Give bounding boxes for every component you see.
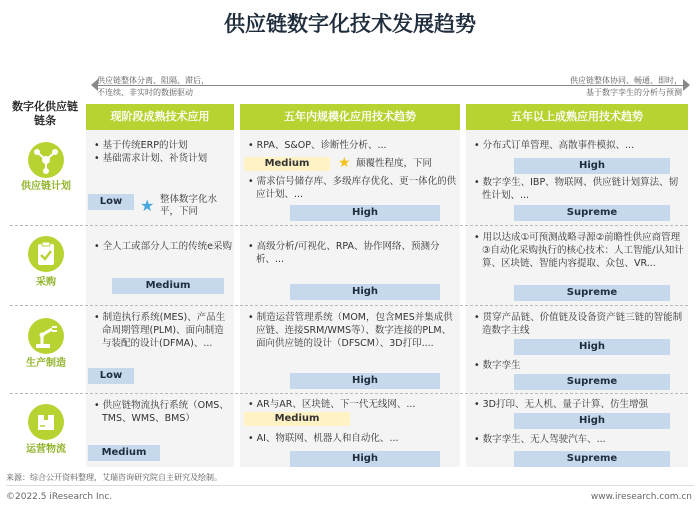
row-divider <box>10 305 688 306</box>
plan-current-list <box>92 139 232 165</box>
proc-5yr-level-badge: High <box>290 284 440 300</box>
list-item: • 基于传统ERP的计划 <box>102 139 232 152</box>
footer-divider <box>6 485 694 486</box>
range-left-line1: 供应链整体分离、阻隔、滞后， <box>97 76 209 85</box>
proc-5yr-list <box>246 240 458 266</box>
log-current-level-badge: Medium <box>88 445 160 461</box>
log-5yr-list1 <box>246 398 458 411</box>
list-item: • 用以达成①可预测战略寻源②前瞻性供应商管理③自动化采购执行的核心技术：人工智能/认知计算、区块链、智能内容提取、众包、VR... <box>482 231 684 270</box>
arrow-right-icon <box>683 79 690 91</box>
log-5yr-level1-badge: Medium <box>244 412 350 426</box>
log-current-list <box>92 399 232 425</box>
list-item: • 制造运营管理系统（MOM，包含MES并集成供应链、连接SRM/WMS等）、数字连接的PLM、面向供应链的设计（DFSCM）、3D打印.... <box>256 311 458 350</box>
star-icon: ★ <box>140 196 155 215</box>
mfg-current-level-badge: Low <box>88 368 134 384</box>
robot-arm-icon <box>28 318 64 354</box>
row-label-procurement: 采购 <box>36 277 56 288</box>
list-item: • 贯穿产品链、价值链及设备资产链三链的智能制造数字主线 <box>482 311 684 337</box>
plan-5yrplus-level2-badge: Supreme <box>514 205 670 221</box>
list-item: • RPA、S&OP、诊断性分析、... <box>256 139 458 152</box>
mfg-5yrplus-list2 <box>472 359 684 372</box>
row-label-logistics: 运营物流 <box>26 444 66 455</box>
star-icon: ★ <box>338 155 351 171</box>
range-right-line1: 供应链整体协同、畅通、即时， <box>570 76 682 85</box>
plan-5yr-list1 <box>246 139 458 152</box>
proc-current-list <box>92 240 232 253</box>
log-5yrplus-level1-badge: High <box>514 413 670 429</box>
row-label-plan: 供应链计划 <box>21 181 71 192</box>
list-item: • 数字孪生、IBP、物联网、供应链计划算法、韧性计划、... <box>482 176 684 202</box>
copyright: ©2022.5 iResearch Inc. <box>6 492 113 502</box>
list-item: • 基础需求计划、补货计划 <box>102 152 232 165</box>
plan-current-note: 整体数字化水平，下同 <box>160 194 218 217</box>
plan-5yr-level2-badge: High <box>290 205 440 221</box>
mfg-current-list <box>92 311 232 350</box>
proc-5yrplus-level-badge: Supreme <box>514 285 670 301</box>
list-item: • AI、物联网、机器人和自动化、... <box>256 432 458 445</box>
mfg-5yr-level-badge: High <box>290 373 440 389</box>
list-item: • 3D打印、无人机、量子计算、仿生增强 <box>482 398 684 411</box>
row-label-manufacturing: 生产制造 <box>26 358 66 369</box>
plan-5yrplus-list2 <box>472 176 684 202</box>
list-item: • 全人工或部分人工的传统e采购 <box>102 240 232 253</box>
list-item: • 供应链物流执行系统（OMS、TMS、WMS、BMS） <box>102 399 232 425</box>
list-item: • 高级分析/可视化、RPA、协作网络、预测分析、... <box>256 240 458 266</box>
column-header-5yr: 五年内规模化应用技术趋势 <box>240 104 460 130</box>
mfg-5yrplus-list1 <box>472 311 684 337</box>
range-right-line2: 基于数字孪生的分析与预测 <box>586 88 682 97</box>
log-5yrplus-list2 <box>472 433 684 446</box>
proc-current-level-badge: Medium <box>112 278 224 294</box>
row-divider <box>10 225 688 226</box>
log-5yr-list2 <box>246 432 458 445</box>
list-item: • 制造执行系统(MES)、产品生命周期管理(PLM)、面向制造与装配的设计(DFMA)、... <box>102 311 232 350</box>
package-icon <box>28 404 64 440</box>
page-title: 供应链数字化技术发展趋势 <box>224 12 476 36</box>
log-5yrplus-list1 <box>472 398 684 411</box>
mfg-5yrplus-level1-badge: High <box>514 339 670 355</box>
mfg-5yr-list <box>246 311 458 350</box>
plan-current-level-badge: Low <box>88 194 134 210</box>
range-left-line2: 不连续、非实时的数据驱动 <box>97 88 193 97</box>
proc-5yrplus-list <box>472 231 684 270</box>
list-item: • 数字孪生 <box>482 359 684 372</box>
log-5yrplus-level2-badge: Supreme <box>514 451 670 467</box>
mfg-5yrplus-level2-badge: Supreme <box>514 374 670 390</box>
column-header-current: 现阶段成熟技术应用 <box>86 104 234 130</box>
row-header: 数字化供应链链条 <box>12 100 78 127</box>
list-item: • 数字孪生、无人驾驶汽车、... <box>482 433 684 446</box>
plan-5yrplus-list1 <box>472 139 684 152</box>
plan-5yr-list2 <box>246 175 458 201</box>
log-5yr-level2-badge: High <box>290 451 440 467</box>
list-item: • 分布式订单管理、高散事件模拟、... <box>482 139 684 152</box>
clipboard-check-icon <box>28 236 64 272</box>
plan-5yr-note: 颠覆性程度，下同 <box>356 158 433 169</box>
network-icon <box>28 142 64 178</box>
source-note: 来源：综合公开资料整理，艾瑞咨询研究院自主研究及绘制。 <box>6 473 222 482</box>
row-divider <box>10 393 688 394</box>
list-item: • 需求信号储存库、多级库存优化、更一体化的供应计划、... <box>256 175 458 201</box>
column-header-5yr-plus: 五年以上成熟应用技术趋势 <box>466 104 688 130</box>
plan-5yr-level1-badge: Medium <box>244 157 330 171</box>
plan-5yrplus-level1-badge: High <box>514 158 670 174</box>
list-item: • AR与AR、区块链、下一代无线网、... <box>256 398 458 411</box>
website-link[interactable]: www.iresearch.com.cn <box>590 492 692 502</box>
